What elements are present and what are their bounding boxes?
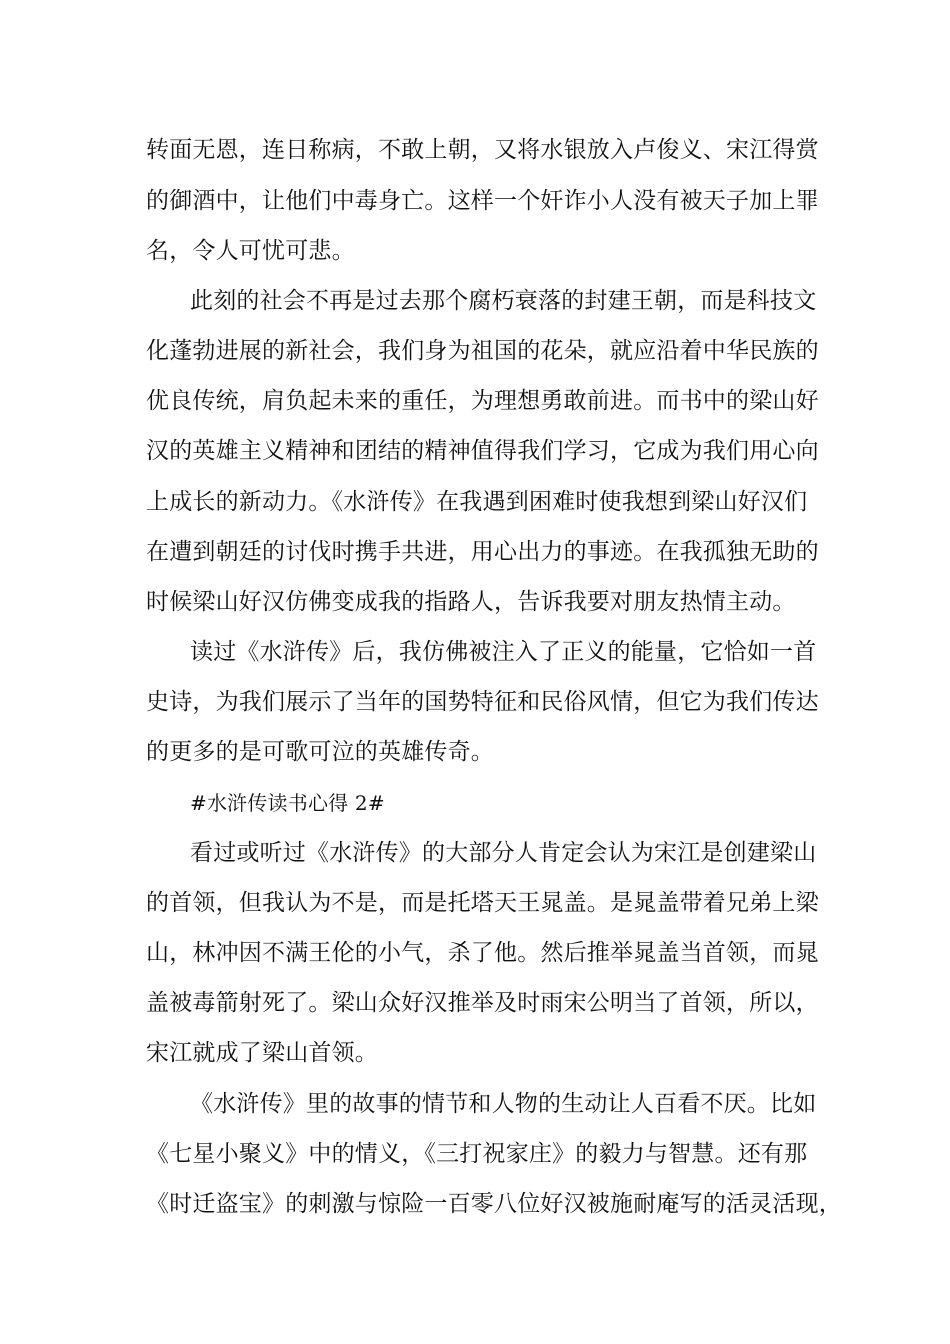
text-line: 在遭到朝廷的讨伐时携手共进，用心出力的事迹。在我孤独无助的 — [146, 539, 819, 565]
text-line: 史诗，为我们展示了当年的国势特征和民俗风情，但它为我们传达 — [146, 689, 819, 715]
paragraph-start-line: 读过《水浒传》后，我仿佛被注入了正义的能量，它恰如一首 — [190, 639, 817, 665]
text-line: 的首领，但我认为不是，而是托塔天王晁盖。是晁盖带着兄弟上梁 — [146, 890, 819, 916]
paragraph-start-line: 《水浒传》里的故事的情节和人物的生动让人百看不厌。比如 — [190, 1091, 817, 1117]
paragraph-start-line: 看过或听过《水浒传》的大部分人肯定会认为宋江是创建梁山 — [190, 840, 817, 866]
text-line: 的更多的是可歌可泣的英雄传奇。 — [146, 739, 494, 765]
text-line: 的御酒中，让他们中毒身亡。这样一个奸诈小人没有被天子加上罪 — [146, 188, 819, 214]
section-heading: #水浒传读书心得 2# — [190, 791, 385, 815]
text-line: 转面无恩，连日称病，不敢上朝，又将水银放入卢俊义、宋江得赏 — [146, 137, 819, 163]
text-line: 时候梁山好汉仿佛变成我的指路人，告诉我要对朋友热情主动。 — [146, 589, 796, 615]
text-line: 《时迁盗宝》的刺激与惊险一百零八位好汉被施耐庵写的活灵活现， — [146, 1191, 842, 1217]
text-line: 宋江就成了梁山首领。 — [146, 1040, 378, 1066]
text-line: 名，令人可忧可悲。 — [146, 238, 355, 264]
text-line: 《七星小聚义》中的情义，《三打祝家庄》的毅力与智慧。还有那 — [146, 1141, 808, 1167]
text-line: 盖被毒箭射死了。梁山众好汉推举及时雨宋公明当了首领，所以， — [146, 990, 819, 1016]
text-line: 上成长的新动力。《水浒传》在我遇到困难时使我想到梁山好汉们 — [146, 489, 808, 515]
text-line: 汉的英雄主义精神和团结的精神值得我们学习，它成为我们用心向 — [146, 438, 819, 464]
text-line: 优良传统，肩负起未来的重任，为理想勇敢前进。而书中的梁山好 — [146, 388, 819, 414]
paragraph-start-line: 此刻的社会不再是过去那个腐朽衰落的封建王朝，而是科技文 — [190, 288, 817, 314]
text-line: 山，林冲因不满王伦的小气，杀了他。然后推举晁盖当首领，而晁 — [146, 940, 819, 966]
text-line: 化蓬勃进展的新社会，我们身为祖国的花朵，就应沿着中华民族的 — [146, 338, 819, 364]
